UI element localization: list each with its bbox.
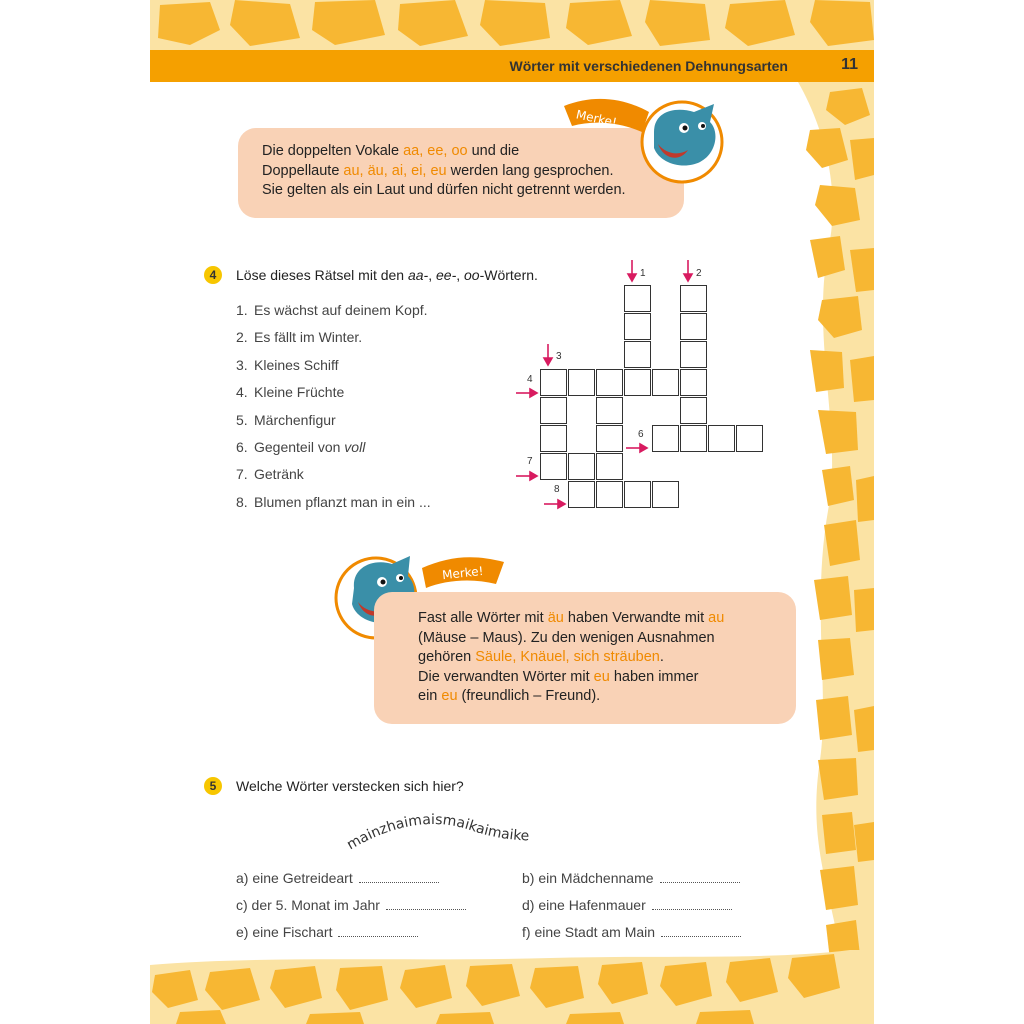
crossword-cell[interactable] (568, 481, 595, 508)
task-number-badge: 5 (204, 777, 222, 795)
crossword-cell[interactable] (652, 369, 679, 396)
list-item: 3. Kleines Schiff (236, 356, 339, 373)
list-item: 5. Märchenfigur (236, 411, 336, 428)
task-number-badge: 4 (204, 266, 222, 284)
task-instruction: Löse dieses Rätsel mit den aa-, ee-, oo-Wörtern. (236, 267, 538, 283)
list-item: 8. Blumen pflanzt man in ein ... (236, 493, 431, 510)
page-number: 11 (841, 56, 858, 73)
list-item: 1. Es wächst auf deinem Kopf. (236, 302, 428, 318)
answer-row: e) eine Fischart (236, 924, 418, 940)
arrow-down-icon (544, 358, 552, 365)
arrow-right-icon (530, 389, 537, 397)
crossword-cell[interactable] (596, 481, 623, 508)
clue-number: 7 (527, 456, 533, 467)
crossword-cell[interactable] (596, 425, 623, 452)
answer-row: b) ein Mädchenname (522, 870, 740, 886)
crossword-cell[interactable] (680, 313, 707, 340)
clue-number: 6 (638, 429, 644, 440)
crossword-cell[interactable] (540, 369, 567, 396)
answer-row: a) eine Getreideart (236, 870, 439, 886)
merke-label: Merke! (441, 563, 485, 583)
merke-line: gehören Säule, Knäuel, sich sträuben. (418, 649, 664, 665)
merke-line: (Mäuse – Maus). Zu den wenigen Ausnahmen (418, 629, 715, 646)
merke-line: Doppellaute au, äu, ai, ei, eu werden lang gesprochen. (262, 162, 614, 179)
crossword-cell[interactable] (680, 341, 707, 368)
merke-line: Die verwandten Wörter mit eu haben immer (418, 668, 699, 685)
svg-text:mainzhaimaismaikaimaike: mainzhaimaismaikaimaike (344, 811, 530, 854)
merke-line: Sie gelten als ein Laut und dürfen nicht getrennt werden. (262, 182, 626, 198)
arrow-right-icon (558, 500, 565, 508)
clue-number: 3 (556, 351, 562, 362)
merke-line: Die doppelten Vokale aa, ee, oo und die (262, 143, 520, 159)
task-instruction: Welche Wörter verstecken sich hier? (236, 778, 464, 794)
crossword-cell[interactable] (624, 285, 651, 312)
answer-line[interactable] (652, 899, 732, 910)
clue-number: 4 (527, 374, 533, 385)
crossword-cell[interactable] (624, 481, 651, 508)
merke-line: Fast alle Wörter mit äu haben Verwandte mit au (418, 610, 725, 626)
arrow-down-icon (628, 274, 636, 281)
crossword-cell[interactable] (680, 397, 707, 424)
crossword-cell[interactable] (624, 341, 651, 368)
crossword-cell[interactable] (568, 369, 595, 396)
answer-row: d) eine Hafenmauer (522, 897, 732, 913)
clue-number: 2 (696, 268, 702, 279)
crossword-cell[interactable] (652, 425, 679, 452)
crossword-cell[interactable] (708, 425, 735, 452)
answer-line[interactable] (338, 926, 418, 937)
crossword-cell[interactable] (540, 425, 567, 452)
list-item: 7. Getränk (236, 466, 304, 483)
word-chain (320, 800, 580, 860)
crossword-cell[interactable] (568, 453, 595, 480)
clue-number: 8 (554, 484, 560, 495)
list-item: 2. Es fällt im Winter. (236, 329, 363, 346)
list-item: 6. Gegenteil von voll (236, 438, 366, 455)
crossword-cell[interactable] (680, 369, 707, 396)
answer-line[interactable] (661, 926, 741, 937)
crossword-cell[interactable] (736, 425, 763, 452)
answer-line[interactable] (386, 899, 466, 910)
crossword-cell[interactable] (680, 285, 707, 312)
merke-label: Merke! (574, 107, 619, 130)
answer-line[interactable] (660, 872, 740, 883)
crossword-cell[interactable] (540, 453, 567, 480)
crossword-cell[interactable] (596, 453, 623, 480)
answer-line[interactable] (359, 872, 439, 883)
answer-row: c) der 5. Monat im Jahr (236, 897, 466, 913)
worksheet-page (150, 0, 874, 1024)
crossword-cell[interactable] (680, 425, 707, 452)
crossword-cell[interactable] (624, 369, 651, 396)
crossword-cell[interactable] (596, 397, 623, 424)
list-item: 4. Kleine Früchte (236, 384, 345, 401)
arrow-down-icon (684, 274, 692, 281)
clue-number: 1 (640, 268, 646, 279)
arrow-right-icon (530, 472, 537, 480)
crossword-cell[interactable] (540, 397, 567, 424)
answer-row: f) eine Stadt am Main (522, 924, 741, 940)
merke-box-au-eu (374, 592, 796, 724)
crossword-cell[interactable] (652, 481, 679, 508)
crossword-cell[interactable] (624, 313, 651, 340)
merke-line: ein eu (freundlich – Freund). (418, 688, 601, 704)
crossword-cell[interactable] (596, 369, 623, 396)
arrow-right-icon (640, 444, 647, 452)
page-title: Wörter mit verschiedenen Dehnungsarten (509, 58, 788, 74)
